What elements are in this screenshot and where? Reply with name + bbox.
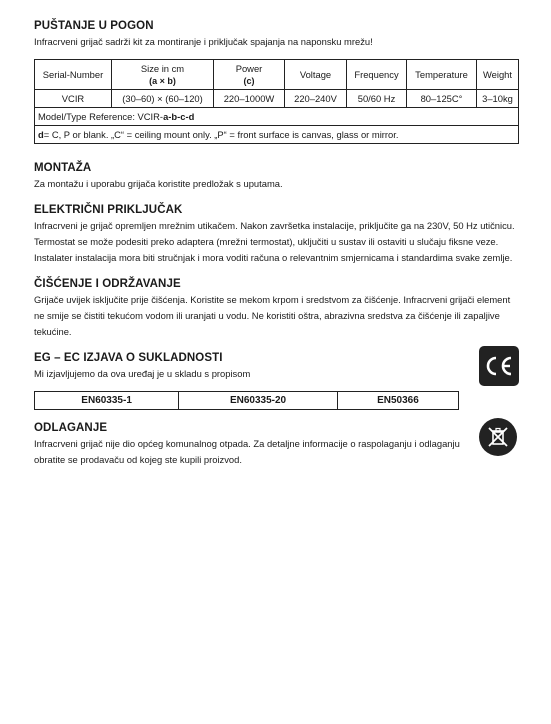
standard-cell: EN60335-1 xyxy=(35,392,179,410)
specs-header-row xyxy=(35,60,519,90)
cell-frequency: 50/60 Hz xyxy=(347,90,407,108)
mounting-title: MONTAŽA xyxy=(34,162,92,174)
section-cleaning xyxy=(34,278,519,340)
section-electrical xyxy=(34,204,519,266)
model-note-row xyxy=(35,126,519,144)
cell-size: (30–60) × (60–120) xyxy=(112,90,214,108)
col-voltage: Voltage xyxy=(285,60,347,90)
weee-crossed-bin-icon xyxy=(479,418,517,456)
section-startup xyxy=(34,20,519,144)
section-mounting xyxy=(34,162,519,192)
cleaning-text: Grijače uvijek isključite prije čišćenja. Koristite se mekom krpom i sredstvom za čišćenje. Infracrveni grijači element ne smije se čistiti tekućom vodom ili uranjati u vodu. Ne koristiti oštra, abrazivna sredstva za čišćenje ili zapaljive tekućine. xyxy=(34,294,511,337)
col-weight: Weight xyxy=(477,60,519,90)
cell-power: 220–1000W xyxy=(214,90,285,108)
specs-table xyxy=(34,59,519,144)
startup-intro: Infracrveni grijač sadrži kit za montiranje i priključak spajanja na naponsku mrežu! xyxy=(34,36,373,47)
specs-data-row xyxy=(35,90,519,108)
col-serial-number: Serial-Number xyxy=(35,60,112,90)
standards-row xyxy=(35,392,459,410)
cell-serial-number: VCIR xyxy=(35,90,112,108)
col-power: Power (c) xyxy=(214,60,285,90)
model-reference: Model/Type Reference: VCIR-a-b-c-d xyxy=(35,108,519,126)
standard-cell: EN60335-20 xyxy=(179,392,338,410)
disposal-text: Infracrveni grijač nije dio općeg komunalnog otpada. Za detaljne informacije o raspolaganju i odlaganju obratite se prodavaču od kojeg ste kupili proizvod. xyxy=(34,438,460,465)
conformity-text: Mi izjavljujemo da ova uređaj je u skladu s propisom xyxy=(34,368,251,379)
section-conformity xyxy=(34,352,519,410)
cell-temperature: 80–125C° xyxy=(407,90,477,108)
cleaning-title: ČIŠĆENJE I ODRŽAVANJE xyxy=(34,278,181,290)
startup-title: PUŠTANJE U POGON xyxy=(34,20,154,32)
cell-weight: 3–10kg xyxy=(477,90,519,108)
cell-voltage: 220–240V xyxy=(285,90,347,108)
mounting-text: Za montažu i uporabu grijača koristite predložak s uputama. xyxy=(34,178,283,189)
col-size: Size in cm (a × b) xyxy=(112,60,214,90)
section-disposal xyxy=(34,422,519,468)
standards-table xyxy=(34,391,459,410)
col-temperature: Temperature xyxy=(407,60,477,90)
manual-page xyxy=(34,20,519,468)
model-note: d= C, P or blank. „C“ = ceiling mount only. „P“ = front surface is canvas, glass or mirror. xyxy=(35,126,519,144)
ce-mark-icon xyxy=(479,346,519,386)
conformity-title: EG – EC IZJAVA O SUKLADNOSTI xyxy=(34,352,223,364)
electrical-text: Infracrveni je grijač opremljen mrežnim utikačem. Nakon završetka instalacije, priključite ga na 230V, 50 Hz utičnicu. Termostat se može podesiti preko adaptera (mrežni termostat), uključiti u sustav ili ostaviti u slučaju fiksne veze. Instalater instalacija mora biti stručnjak i mora voditi računa o relevantnim smjernicama i standardima svake zemlje. xyxy=(34,220,515,263)
standard-cell: EN50366 xyxy=(337,392,458,410)
electrical-title: ELEKTRIČNI PRIKLJUČAK xyxy=(34,204,183,216)
disposal-title: ODLAGANJE xyxy=(34,422,108,434)
col-frequency: Frequency xyxy=(347,60,407,90)
model-reference-row xyxy=(35,108,519,126)
